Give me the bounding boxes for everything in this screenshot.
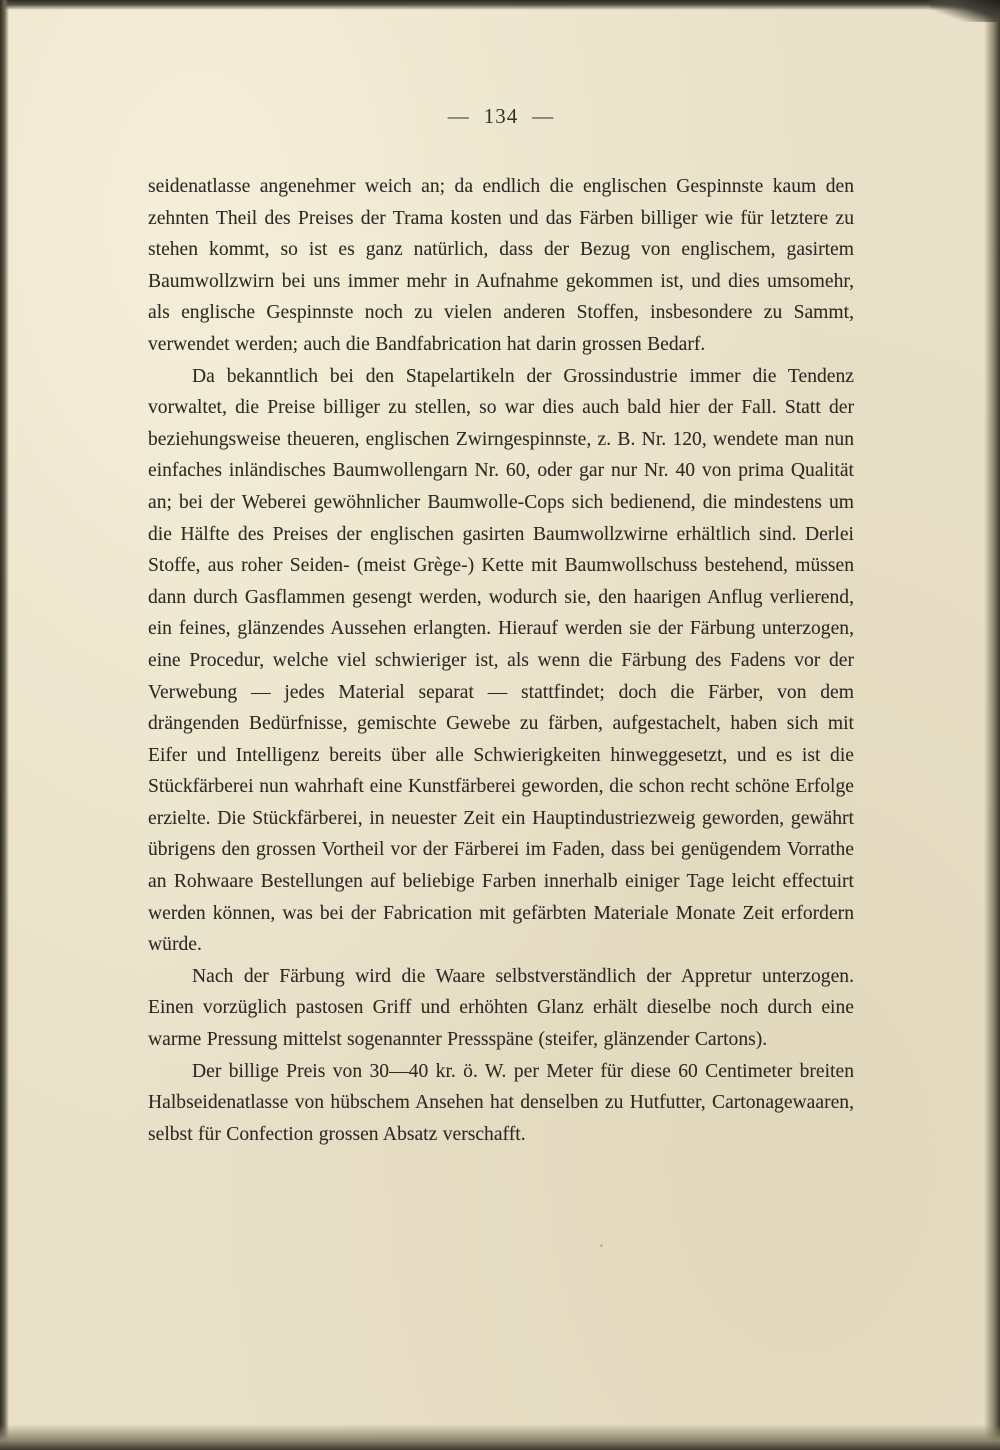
page-edge-top <box>0 0 1000 10</box>
page-edge-bottom <box>0 1424 1000 1450</box>
page-content <box>148 104 854 1150</box>
body-paragraph-1: seidenatlasse angenehmer weich an; da endlich die englischen Gespinnste kaum den zehnten Theil des Preises der Trama kosten und das Färben billiger wie für letztere zu stehen kommt, so ist es ganz natürlich, dass der Bezug von englischem, gasirtem Baumwollzwirn bei uns immer mehr in Aufnahme gekommen ist, und dies umsomehr, als englische Gespinnste noch zu vielen anderen Stoffen, insbesondere zu Sammt, verwendet werden; auch die Bandfabrication hat darin grossen Bedarf. <box>148 176 854 355</box>
page-edge-right <box>984 0 1000 1450</box>
folio-dash-right: — <box>532 104 555 128</box>
body-paragraph-3: Nach der Färbung wird die Waare selbstverständlich der Appretur unterzogen. Einen vorzüglich pastosen Griff und erhöhten Glanz erhält dieselbe noch durch eine warme Pressung mittelst sogenannter Pressspäne (steifer, glänzender Cartons). <box>148 965 854 1051</box>
page-folio <box>148 104 854 129</box>
body-paragraph-2: Da bekanntlich bei den Stapelartikeln der Grossindustrie immer die Tendenz vorwaltet, die Preise billiger zu stellen, so war dies auch bald hier der Fall. Statt der beziehungsweise theueren, englischen Zwirngespinnste, z. B. Nr. 120, wendete man nun einfaches inländisches Baumwollengarn Nr. 60, oder gar nur Nr. 40 von prima Qualität an; bei der Weberei gewöhnlicher Baumwolle-Cops sich bedienend, die mindestens um die Hälfte des Preises der englischen gasirten Baumwollzwirne erhältlich sind. Derlei Stoffe, aus roher Seiden- (meist Grège-) Kette mit Baumwollschuss bestehend, müssen dann durch Gasflammen gesengt werden, wodurch sie, den haarigen Anflug verlierend, ein feines, glänzendes Aussehen erlangten. Hierauf werden sie der Färbung unterzogen, eine Procedur, welche viel schwieriger ist, als wenn die Färbung des Fadens vor der Verwebung — jedes Material separat — stattfindet; doch die Färber, von dem drängenden Bedürfnisse, gemischte Gewebe zu färben, aufgestachelt, haben sich mit Eifer und Intelligenz bereits über alle Schwierigkeiten hinweggesetzt, und es ist die Stückfärberei nun wahrhaft eine Kunstfärberei geworden, die schon recht schöne Erfolge erzielte. Die Stückfärberei, in neuester Zeit ein Hauptindustriezweig geworden, gewährt übrigens den grossen Vortheil vor der Färberei im Faden, dass bei genügendem Vorrathe an Rohwaare Bestellungen auf beliebige Farben innerhalb einiger Tage leicht effectuirt werden können, was bei der Fabrication mit gefärbten Materiale Monate Zeit erfordern würde. <box>148 365 854 956</box>
page-number: 134 <box>483 104 519 128</box>
body-paragraph-4: Der billige Preis von 30—40 kr. ö. W. per Meter für diese 60 Centimeter breiten Halbseidenatlasse von hübschem Ansehen hat denselben zu Hutfutter, Cartonagewaaren, selbst für Confection grossen Absatz verschafft. <box>148 1060 854 1145</box>
paper-speck <box>600 1244 603 1247</box>
page-corner-top-right <box>930 0 1000 22</box>
folio-dash-left: — <box>447 104 470 128</box>
page-edge-left <box>0 0 9 1450</box>
